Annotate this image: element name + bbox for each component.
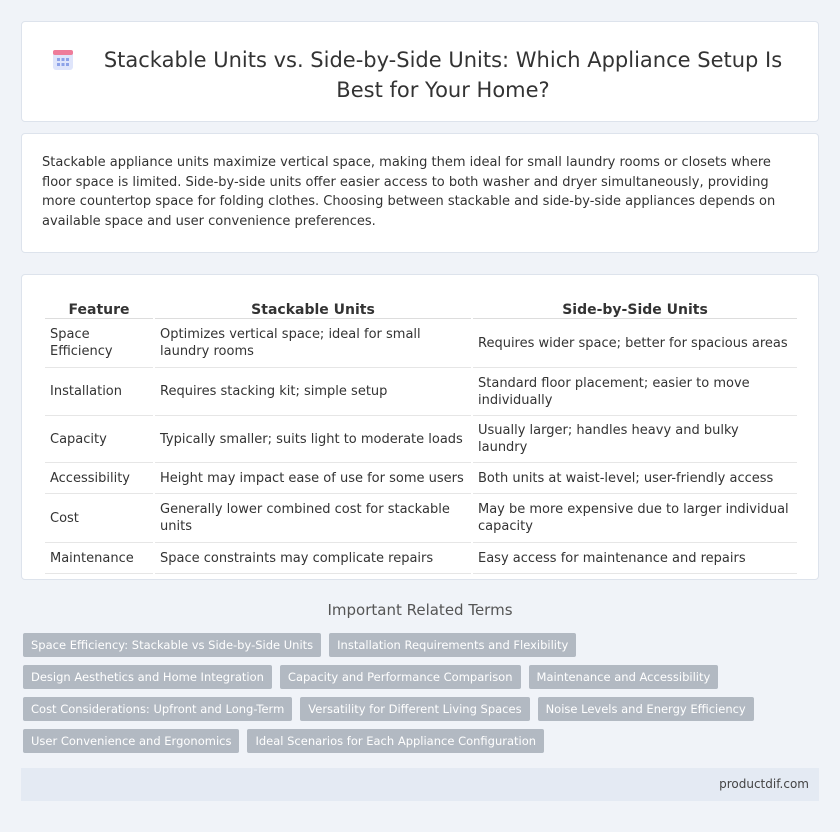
table-cell-feature: Accessibility	[45, 463, 153, 494]
table-cell-stackable: Height may impact ease of use for some users	[155, 463, 471, 494]
table-row	[45, 543, 797, 574]
table-cell-feature: Cost	[45, 494, 153, 543]
table-header-row	[45, 295, 797, 319]
table-cell-feature: Space Efficiency	[45, 319, 153, 368]
table-row	[45, 494, 797, 543]
page-title: Stackable Units vs. Side-by-Side Units: Which Appliance Setup Is Best for Your Home?	[103, 48, 783, 102]
table-cell-side-by-side: Requires wider space; better for spacious areas	[473, 319, 797, 368]
comparison-table	[43, 295, 799, 574]
footer-bar	[21, 768, 819, 801]
table-cell-side-by-side: Easy access for maintenance and repairs	[473, 543, 797, 574]
intro-card	[21, 133, 819, 253]
table-cell-side-by-side: Usually larger; handles heavy and bulky laundry	[473, 416, 797, 463]
related-term-tag[interactable]: Maintenance and Accessibility	[529, 665, 719, 689]
related-term-tag[interactable]: Cost Considerations: Upfront and Long-Term	[23, 697, 292, 721]
related-term-tag[interactable]: Versatility for Different Living Spaces	[300, 697, 529, 721]
table-cell-stackable: Requires stacking kit; simple setup	[155, 368, 471, 416]
table-row	[45, 463, 797, 494]
table-cell-side-by-side: Both units at waist-level; user-friendly access	[473, 463, 797, 494]
table-row	[45, 416, 797, 463]
table-row	[45, 368, 797, 416]
table-row	[45, 319, 797, 368]
related-terms-title: Important Related Terms	[327, 601, 513, 619]
related-term-tag[interactable]: Capacity and Performance Comparison	[280, 665, 521, 689]
related-term-tag[interactable]: Ideal Scenarios for Each Appliance Configuration	[247, 729, 544, 753]
calendar-grid-icon	[52, 49, 74, 71]
table-cell-side-by-side: Standard floor placement; easier to move individually	[473, 368, 797, 416]
table-cell-stackable: Optimizes vertical space; ideal for small laundry rooms	[155, 319, 471, 368]
related-term-tag[interactable]: Space Efficiency: Stackable vs Side-by-Side Units	[23, 633, 321, 657]
header-stackable: Stackable Units	[155, 295, 471, 319]
comparison-card	[21, 274, 819, 580]
related-term-tag[interactable]: Design Aesthetics and Home Integration	[23, 665, 272, 689]
header-feature: Feature	[45, 295, 153, 319]
table-cell-feature: Installation	[45, 368, 153, 416]
table-cell-stackable: Typically smaller; suits light to moderate loads	[155, 416, 471, 463]
intro-paragraph: Stackable appliance units maximize vertical space, making them ideal for small laundry rooms or closets where floor space is limited. Side-by-side units offer easier access to both washer and dryer simultaneously, providing more countertop space for folding clothes. Choosing between stackable and side-by-side appliances depends on available space and user convenience preferences.	[42, 155, 776, 229]
table-cell-stackable: Generally lower combined cost for stackable units	[155, 494, 471, 543]
related-term-tag[interactable]: Installation Requirements and Flexibility	[329, 633, 576, 657]
footer-site-link[interactable]: productdif.com	[719, 777, 809, 791]
related-terms-list	[23, 633, 813, 761]
related-term-tag[interactable]: User Convenience and Ergonomics	[23, 729, 239, 753]
table-cell-stackable: Space constraints may complicate repairs	[155, 543, 471, 574]
table-cell-feature: Maintenance	[45, 543, 153, 574]
header-side-by-side: Side-by-Side Units	[473, 295, 797, 319]
table-cell-feature: Capacity	[45, 416, 153, 463]
title-card	[21, 21, 819, 122]
table-cell-side-by-side: May be more expensive due to larger individual capacity	[473, 494, 797, 543]
related-term-tag[interactable]: Noise Levels and Energy Efficiency	[538, 697, 754, 721]
